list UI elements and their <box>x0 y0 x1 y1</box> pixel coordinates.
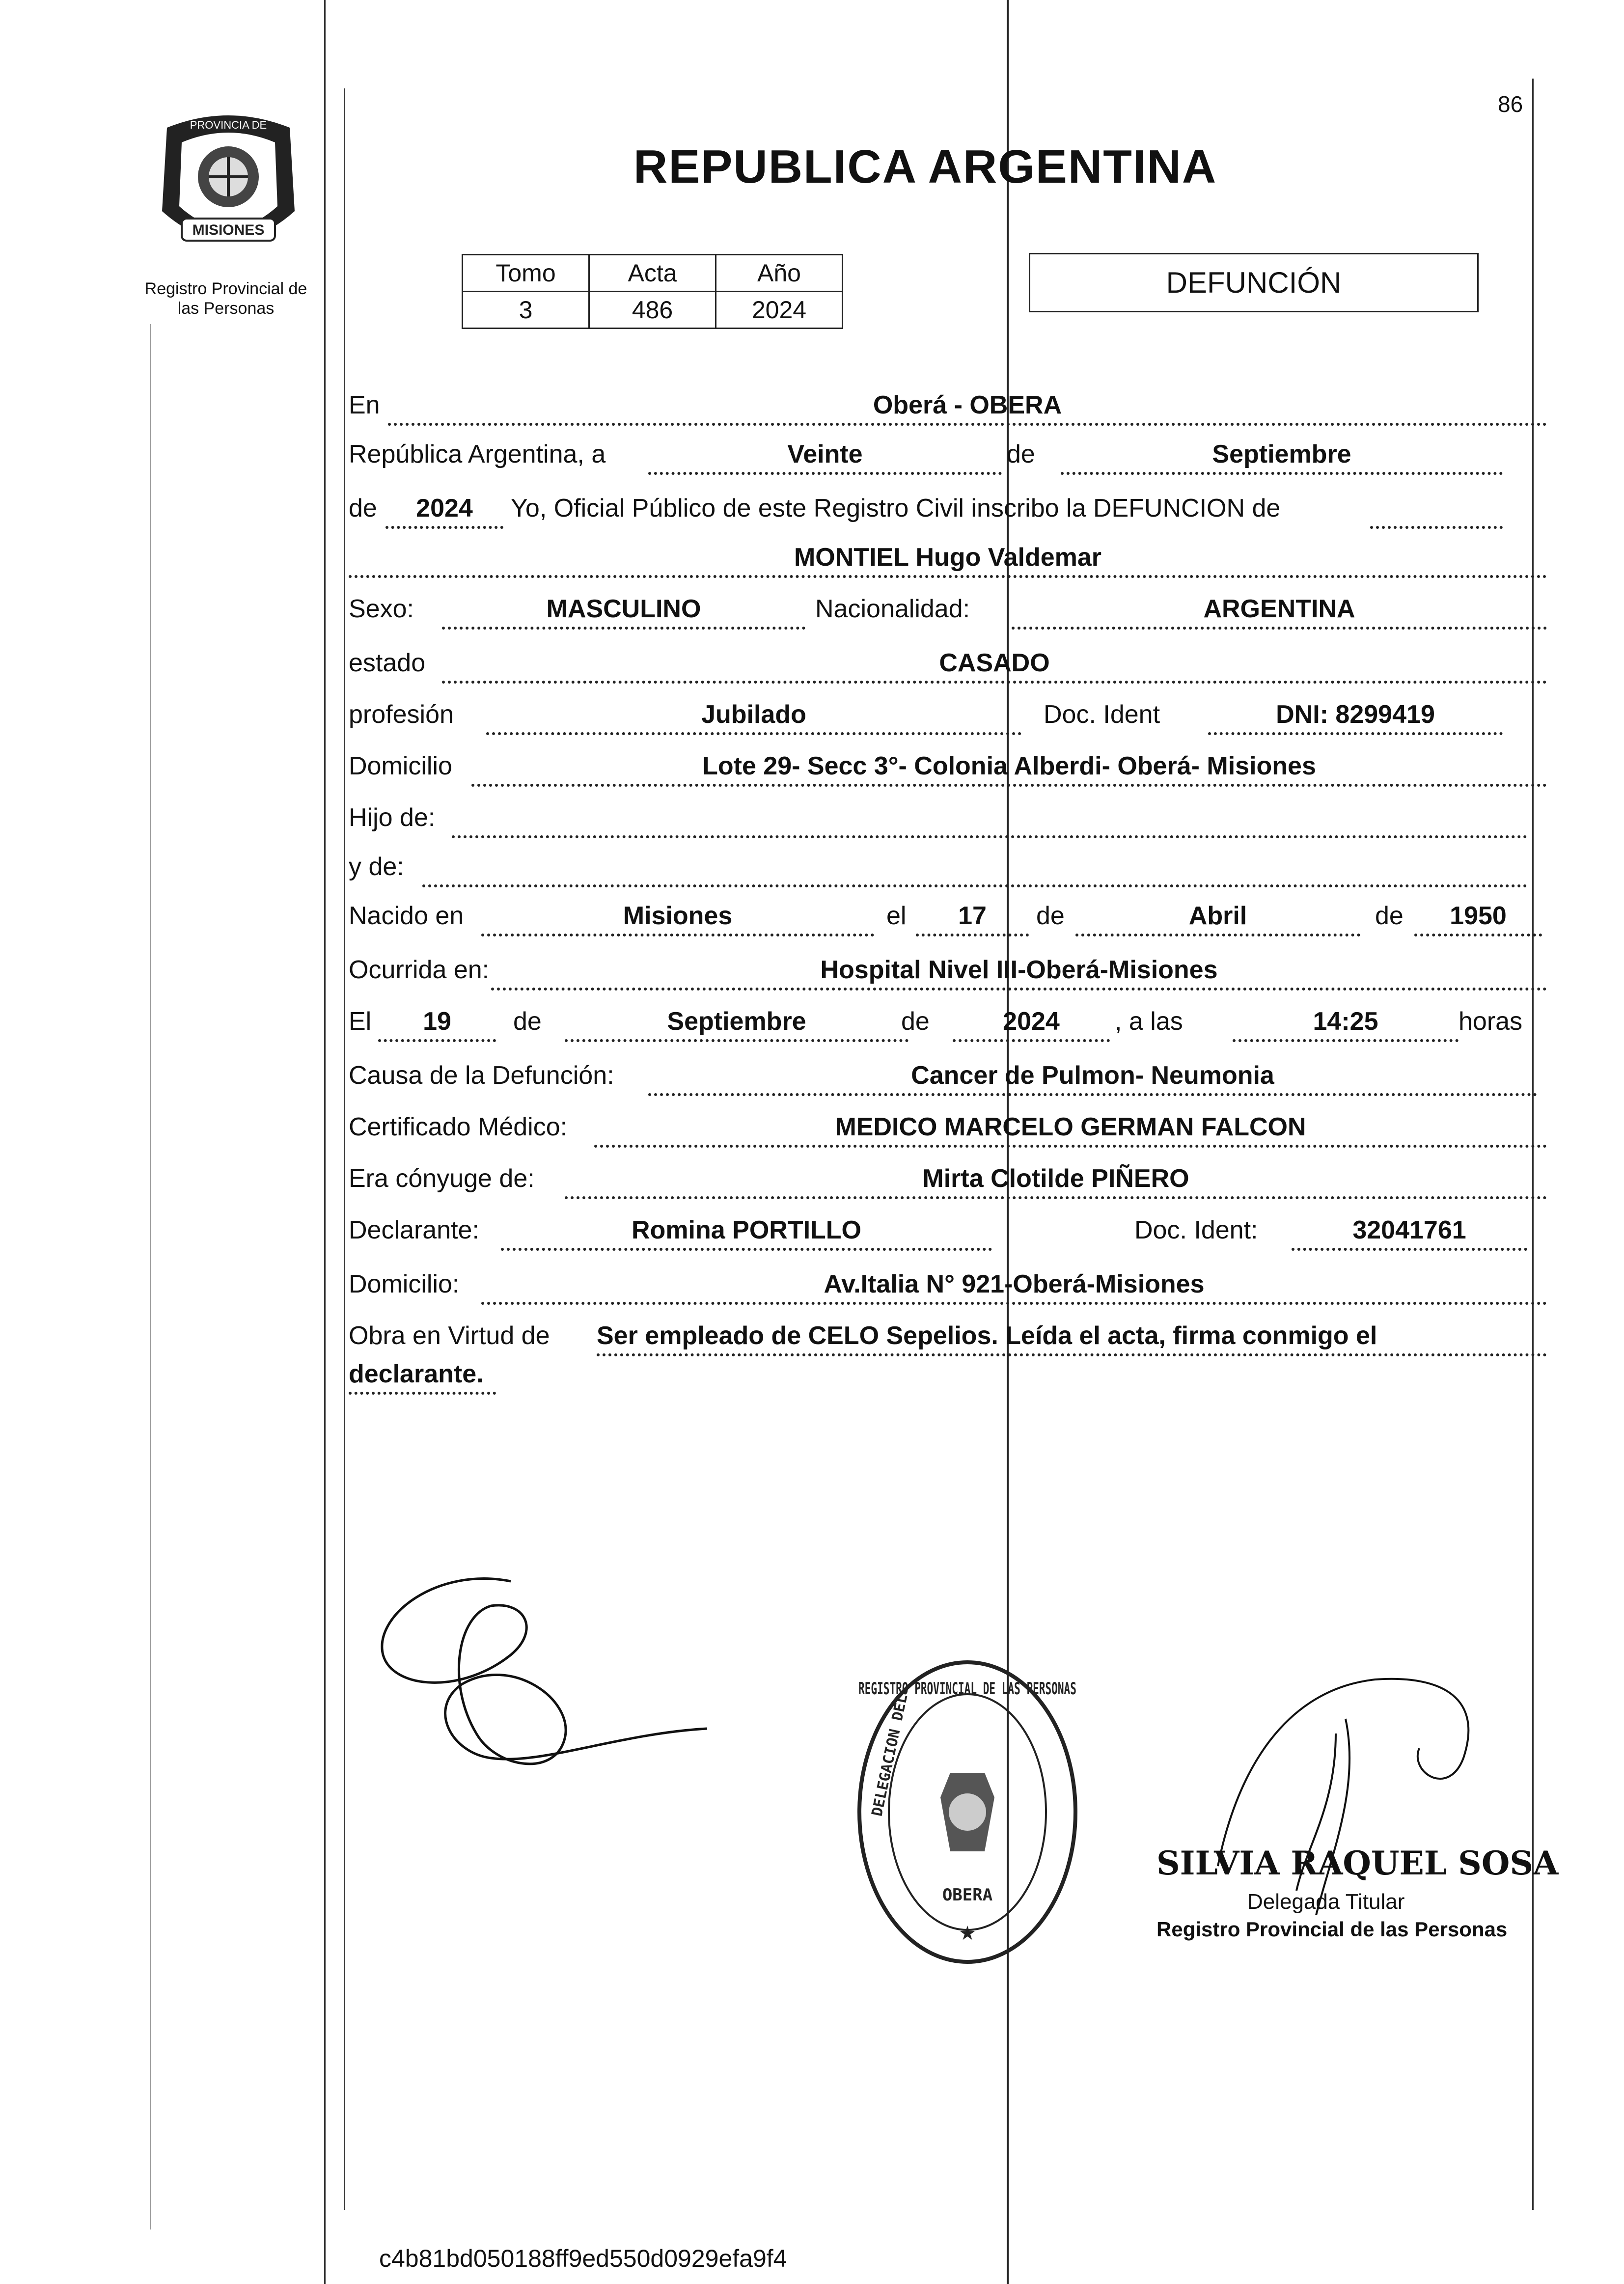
month-field <box>1061 440 1503 475</box>
death-time-field <box>1233 1007 1459 1042</box>
doc-field <box>1208 700 1503 735</box>
nacionalidad-label: Nacionalidad: <box>815 595 970 623</box>
birth-day-field <box>916 901 1029 936</box>
row-declarante <box>349 1215 1547 1250</box>
alas-label: , a las <box>1115 1007 1183 1036</box>
el-label: el <box>886 902 907 930</box>
stamp-star-icon: ★ <box>959 1923 976 1944</box>
row-domicilio <box>349 751 1547 786</box>
document-hash: c4b81bd050188ff9ed550d0929efa9f4 <box>379 2245 787 2272</box>
stamp-city: OBERA <box>942 1885 993 1905</box>
sexo-value: MASCULINO <box>546 595 701 623</box>
obra-field <box>597 1321 1547 1356</box>
birth-month-value: Abril <box>1188 902 1247 930</box>
declarante-value: Romina PORTILLO <box>632 1216 861 1244</box>
row-domicilio-declarante <box>349 1269 1547 1304</box>
de-b2-label: de <box>1375 902 1404 930</box>
death-year-field <box>953 1007 1110 1042</box>
meta-value-tomo: 3 <box>463 292 589 329</box>
officer-organization: Registro Provincial de las Personas <box>1156 1918 1508 1941</box>
hijo-label: Hijo de: <box>349 803 436 832</box>
estado-field <box>442 648 1547 684</box>
certificado-label: Certificado Médico: <box>349 1113 568 1141</box>
birth-year-value: 1950 <box>1450 902 1507 930</box>
nacionalidad-value: ARGENTINA <box>1203 595 1355 623</box>
causa-value: Cancer de Pulmon- Neumonia <box>911 1061 1274 1090</box>
row-profesion <box>349 700 1547 734</box>
obra-field-line2 <box>349 1359 496 1395</box>
intro-blank-field <box>1370 494 1503 529</box>
death-time-value: 14:25 <box>1313 1007 1378 1036</box>
meta-header-tomo: Tomo <box>463 255 589 292</box>
profesion-label: profesión <box>349 700 454 729</box>
nacido-label: Nacido en <box>349 902 464 930</box>
en-label: En <box>349 391 380 419</box>
en-field <box>388 390 1547 426</box>
row-en <box>349 390 1547 425</box>
domicilio-field <box>471 751 1547 787</box>
death-month-field <box>565 1007 908 1042</box>
domicilio2-field <box>481 1269 1547 1305</box>
conyuge-value: Mirta Clotilde PIÑERO <box>922 1164 1189 1193</box>
row-obra <box>349 1321 1547 1400</box>
meta-header-acta: Acta <box>589 255 716 292</box>
en-value: Oberá - OBERA <box>873 391 1062 419</box>
horas-label: horas <box>1459 1007 1523 1036</box>
domicilio-label: Domicilio <box>349 752 452 780</box>
row-intro <box>349 494 1547 528</box>
row-ocurrida <box>349 955 1547 990</box>
row-conyuge <box>349 1164 1547 1198</box>
death-day-value: 19 <box>423 1007 451 1036</box>
row-fecha-acta <box>349 440 1547 474</box>
year-field <box>385 494 503 529</box>
yde-field <box>422 852 1527 887</box>
obra-label: Obra en Virtud de <box>349 1321 550 1350</box>
obra-value-line2: declarante. <box>349 1360 484 1388</box>
profesion-field <box>486 700 1021 735</box>
doc2-field <box>1292 1215 1527 1251</box>
margin-line-inner <box>344 88 345 2210</box>
de-label: de <box>1007 440 1035 468</box>
act-meta-table <box>462 254 843 329</box>
death-month-value: Septiembre <box>667 1007 806 1036</box>
doc-value: DNI: 8299419 <box>1276 700 1435 729</box>
domicilio2-value: Av.Italia N° 921-Oberá-Misiones <box>824 1270 1205 1298</box>
conyuge-field <box>565 1164 1547 1199</box>
act-type-box: DEFUNCIÓN <box>1029 253 1479 312</box>
row-causa <box>349 1061 1547 1095</box>
province-crest-logo <box>147 108 309 260</box>
ocurrida-label: Ocurrida en: <box>349 956 490 984</box>
registry-caption-line2: las Personas <box>177 299 275 318</box>
causa-label: Causa de la Defunción: <box>349 1061 614 1090</box>
death-day-field <box>378 1007 496 1042</box>
deceased-name: MONTIEL Hugo Valdemar <box>794 543 1102 572</box>
officer-role: Delegada Titular <box>1247 1890 1405 1914</box>
year-value: 2024 <box>416 494 473 523</box>
declarante-field <box>501 1215 992 1251</box>
nacido-value: Misiones <box>623 902 733 930</box>
registry-stamp <box>852 1655 1083 1969</box>
republica-label: República Argentina, a <box>349 440 606 468</box>
svg-text:MISIONES: MISIONES <box>192 222 265 238</box>
doc2-value: 32041761 <box>1352 1216 1466 1244</box>
declarante-label: Declarante: <box>349 1216 479 1244</box>
row-deceased <box>349 543 1547 577</box>
profesion-value: Jubilado <box>701 700 806 729</box>
certificado-value: MEDICO MARCELO GERMAN FALCON <box>835 1113 1306 1141</box>
margin-line <box>324 0 326 2284</box>
row-estado <box>349 648 1547 683</box>
de-d1-label: de <box>513 1007 542 1036</box>
estado-value: CASADO <box>939 649 1050 677</box>
meta-value-acta: 486 <box>589 292 716 329</box>
birth-month-field <box>1075 901 1360 936</box>
page-title: REPUBLICA ARGENTINA <box>633 140 1217 193</box>
doc-label: Doc. Ident <box>1044 700 1160 729</box>
de2-label: de <box>349 494 377 523</box>
stamp-ring-left: DELEGACION DEL <box>868 1693 911 1818</box>
obra-value-line1: Ser empleado de CELO Sepelios. Leída el acta, firma conmigo el <box>597 1321 1377 1350</box>
doc2-label: Doc. Ident: <box>1134 1216 1258 1244</box>
stamp-ring-text: REGISTRO PROVINCIAL DE LAS PERSONAS <box>858 1679 1076 1699</box>
svg-text:PROVINCIA DE: PROVINCIA DE <box>190 119 267 131</box>
day-words-value: Veinte <box>787 440 863 468</box>
meta-value-ano: 2024 <box>716 292 843 329</box>
deceased-field <box>349 543 1547 578</box>
page-number: 86 <box>1498 91 1523 117</box>
conyuge-label: Era cónyuge de: <box>349 1164 535 1193</box>
birth-day-value: 17 <box>958 902 987 930</box>
declarant-signature <box>363 1571 737 1827</box>
El-label: El <box>349 1007 372 1036</box>
domicilio2-label: Domicilio: <box>349 1270 460 1298</box>
birth-year-field <box>1414 901 1542 936</box>
ocurrida-value: Hospital Nivel III-Oberá-Misiones <box>820 956 1218 984</box>
registry-caption-line1: Registro Provincial de <box>144 279 307 298</box>
row-nacimiento <box>349 901 1547 936</box>
row-yde <box>349 852 1527 886</box>
hijo-field <box>452 803 1527 838</box>
yde-label: y de: <box>349 853 404 881</box>
row-sexo <box>349 594 1547 629</box>
left-perforation <box>150 324 151 2229</box>
ocurrida-field <box>491 955 1547 991</box>
death-year-value: 2024 <box>1003 1007 1060 1036</box>
sexo-field <box>442 594 805 630</box>
estado-label: estado <box>349 649 426 677</box>
certificado-field <box>594 1112 1547 1148</box>
row-hijo <box>349 803 1527 837</box>
row-fecha-defuncion <box>349 1007 1547 1041</box>
nacido-field <box>481 901 874 936</box>
intro-text: Yo, Oficial Público de este Registro Civil inscribo la DEFUNCION de <box>511 494 1281 523</box>
registry-caption <box>123 279 329 318</box>
nacionalidad-field <box>1012 594 1547 630</box>
de-d2-label: de <box>901 1007 930 1036</box>
row-certificado <box>349 1112 1547 1147</box>
domicilio-value: Lote 29- Secc 3°- Colonia Alberdi- Oberá- Misiones <box>702 752 1316 780</box>
de-b1-label: de <box>1036 902 1065 930</box>
sexo-label: Sexo: <box>349 595 414 623</box>
month-value: Septiembre <box>1212 440 1351 468</box>
day-words-field <box>648 440 1002 475</box>
officer-name: SILVIA RAQUEL SOSA <box>1156 1844 1559 1882</box>
causa-field <box>648 1061 1537 1096</box>
meta-header-ano: Año <box>716 255 843 292</box>
